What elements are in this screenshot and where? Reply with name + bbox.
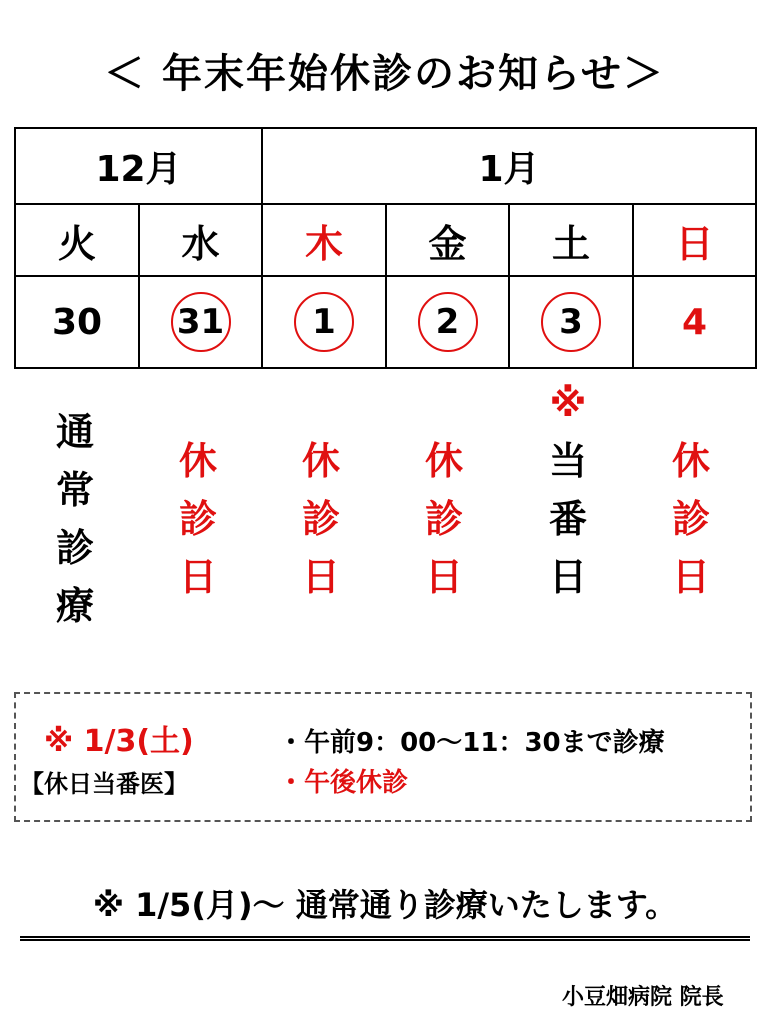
weekday-cell: 日 — [633, 204, 756, 276]
holiday-calendar — [14, 127, 757, 369]
notice-afternoon-closed: ・午後休診 — [278, 768, 409, 798]
month-december: 12月 — [15, 128, 262, 204]
date-cell — [15, 276, 139, 368]
page-title: ＜ 年末年始休診のお知らせ＞ — [104, 51, 665, 97]
date-number: 4 — [681, 301, 708, 343]
weekday-cell: 金 — [386, 204, 509, 276]
notice-title: ※ 1/3(土) — [44, 724, 194, 759]
date-number-circled: 31 — [171, 292, 231, 352]
date-cell — [139, 276, 262, 368]
status-closed: 休 診 日 — [301, 439, 340, 599]
signature: 小豆畑病院 院長 — [562, 985, 724, 1010]
month-january: 1月 — [262, 128, 756, 204]
date-number-circled: 1 — [294, 292, 354, 352]
date-number-circled: 2 — [418, 292, 478, 352]
notice-subtitle: 【休日当番医】 — [20, 770, 188, 798]
resume-notice: ※ 1/5(月)～ 通常通り診療いたします。 — [20, 880, 750, 941]
weekday-cell: 水 — [139, 204, 262, 276]
notice-morning-hours: ・午前9：00～11：30まで診療 — [278, 728, 665, 758]
status-closed: 休 診 日 — [424, 439, 463, 599]
status-closed: 休 診 日 — [178, 439, 217, 599]
duty-notice-box — [14, 692, 752, 822]
date-cell — [509, 276, 633, 368]
date-number: 30 — [51, 301, 103, 343]
date-cell — [386, 276, 509, 368]
weekday-cell: 火 — [15, 204, 139, 276]
status-normal: 通 常 診 療 — [55, 410, 94, 628]
date-cell — [262, 276, 386, 368]
weekday-cell: 木 — [262, 204, 386, 276]
date-number-circled: 3 — [541, 292, 601, 352]
date-cell — [633, 276, 756, 368]
weekday-cell: 土 — [509, 204, 633, 276]
status-on-duty: ※ 当 番 日 — [548, 381, 587, 599]
status-closed: 休 診 日 — [671, 439, 710, 599]
